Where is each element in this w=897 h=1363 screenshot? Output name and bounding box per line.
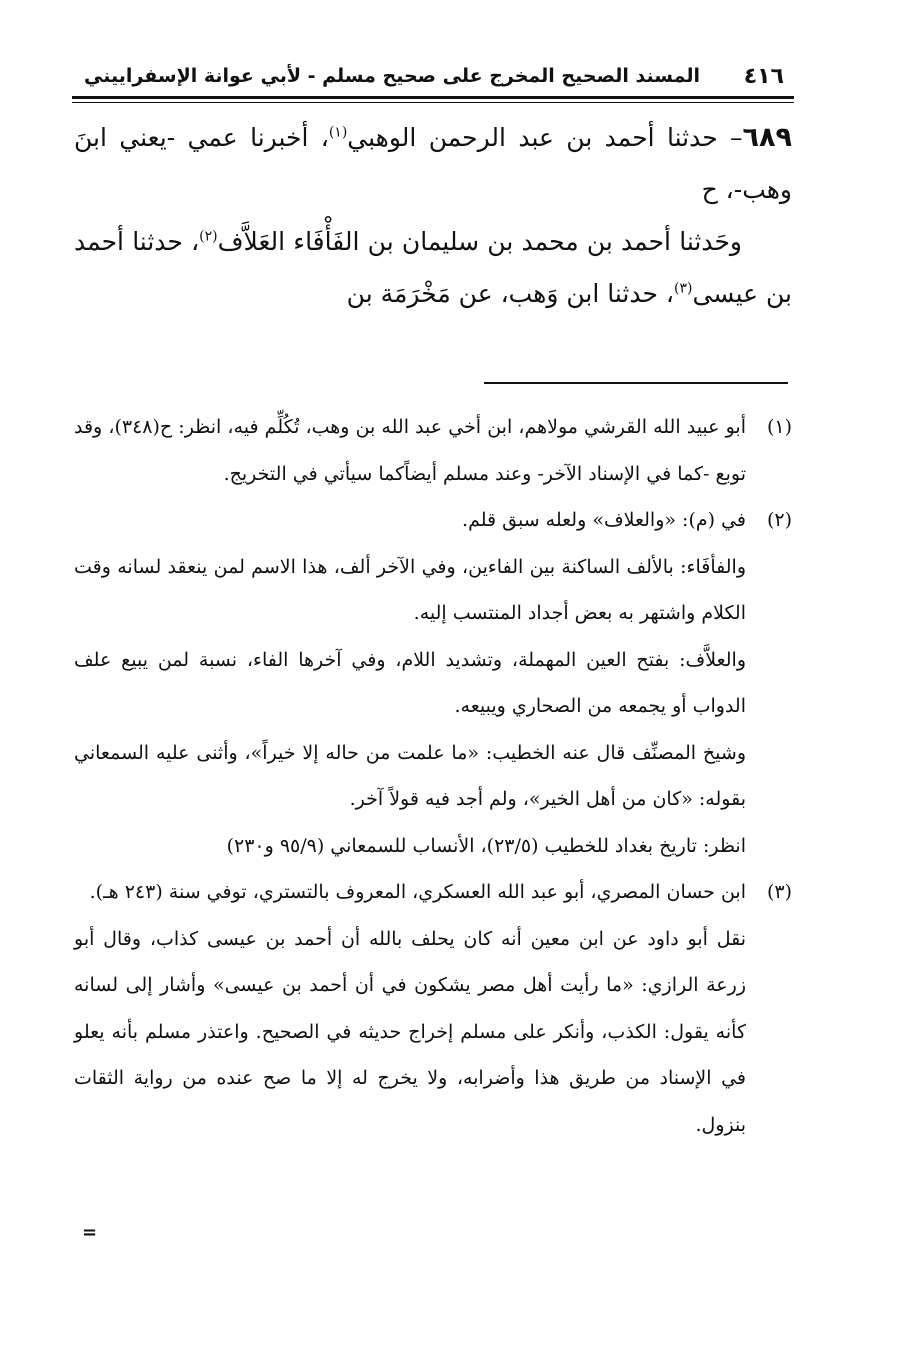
footnote-paragraph: نقل أبو داود عن ابن معين أنه كان يحلف بالله أن أحمد بن عيسى كذاب، وقال أبو زرعة الرازي: «ما رأيت أهل مصر يشكون في أن أحمد بن عيسى» وأشار إلى لسانه كأنه يقول: الكذب، وأنكر على مسلم إخراج حديثه في الصحيح. واعتذر مسلم بأنه يعلو في الإسناد من طريق هذا وأضرابه، ولا يخرج له إلا ما صح عنده من رواية الثقات بنزول.	[74, 927, 746, 1136]
footnote-ref-2: (٢)	[199, 228, 218, 245]
isnad-text-c: ، حدثنا ابن وَهب، عن مَخْرَمَة بن	[346, 279, 674, 308]
main-text	[74, 112, 792, 320]
footnote-paragraph: وشيخ المصنِّف قال عنه الخطيب: «ما علمت من حاله إلا خيراً»، وأثنى عليه السمعاني بقوله: «كان من أهل الخير»، ولم أجد فيه قولاً آخر.	[74, 741, 746, 810]
footnote-label: (١)	[766, 416, 792, 438]
footnote-1	[74, 404, 792, 497]
footnote-label: (٢)	[766, 509, 792, 531]
header-rule	[72, 96, 794, 99]
footnote-ref-3: (٣)	[673, 280, 693, 297]
page-number: ٤١٦	[743, 64, 784, 89]
footnote-paragraph: والعلاَّف: بفتح العين المهملة، وتشديد اللام، وفي آخرها الفاء، نسبة لمن يبيع علف الدواب أو يجمعه من الصحاري ويبيعه.	[74, 648, 746, 717]
hadith-text: – حدثنا أحمد بن عبد الرحمن الوهبي	[347, 123, 743, 152]
footnote-text: في (م): «والعلاف» ولعله سبق قلم.	[462, 509, 746, 531]
header-rule-thin	[72, 102, 794, 103]
footnote-label: (٣)	[766, 881, 792, 903]
hadith-number: ٦٨٩	[742, 122, 792, 153]
hadith-paragraph-1	[74, 112, 792, 216]
footnote-ref-1: (١)	[328, 124, 348, 141]
footnote-paragraph: والفأفَاء: بالألف الساكنة بين الفاءين، وفي الآخر ألف، هذا الاسم لمن ينعقد لسانه وقت الكلام واشتهر به بعض أجداد المنتسب إليه.	[74, 555, 746, 624]
footnote-2	[74, 497, 792, 544]
isnad-text-a: وحَدثنا أحمد بن محمد بن سليمان بن الفَأْفَاء العَلاَّف	[217, 227, 742, 256]
hadith-text-continued: ، أخبرنا عمي -يعني ابنَ وهب-، ح	[74, 123, 792, 204]
book-title: المسند الصحيح المخرج على صحيح مسلم - لأبي عوانة الإسفراييني	[84, 65, 700, 87]
page-end-mark: =	[82, 1222, 98, 1243]
footnote-3	[74, 869, 792, 916]
running-header	[72, 62, 792, 98]
footnote-text: أبو عبيد الله القرشي مولاهم، ابن أخي عبد الله بن وهب، تُكُلِّم فيه، انظر: ح(٣٤٨)، وقد توبع -كما في الإسناد الآخر- وعند مسلم أيضاًكما سيأتي في التخريج.	[74, 416, 746, 485]
footnote-text: ابن حسان المصري، أبو عبد الله العسكري، المعروف بالتستري، توفي سنة (٢٤٣ هـ).	[89, 881, 746, 903]
hadith-paragraph-2	[74, 216, 792, 320]
footnote-paragraph: انظر: تاريخ بغداد للخطيب (٢٣/٥)، الأنساب للسمعاني (٩٥/٩ و٢٣٠)	[226, 834, 746, 857]
footnote-separator	[484, 382, 788, 384]
isnad-text-b: ، حدثنا أحمد بن عيسى	[74, 227, 792, 308]
footnotes	[74, 404, 792, 1148]
